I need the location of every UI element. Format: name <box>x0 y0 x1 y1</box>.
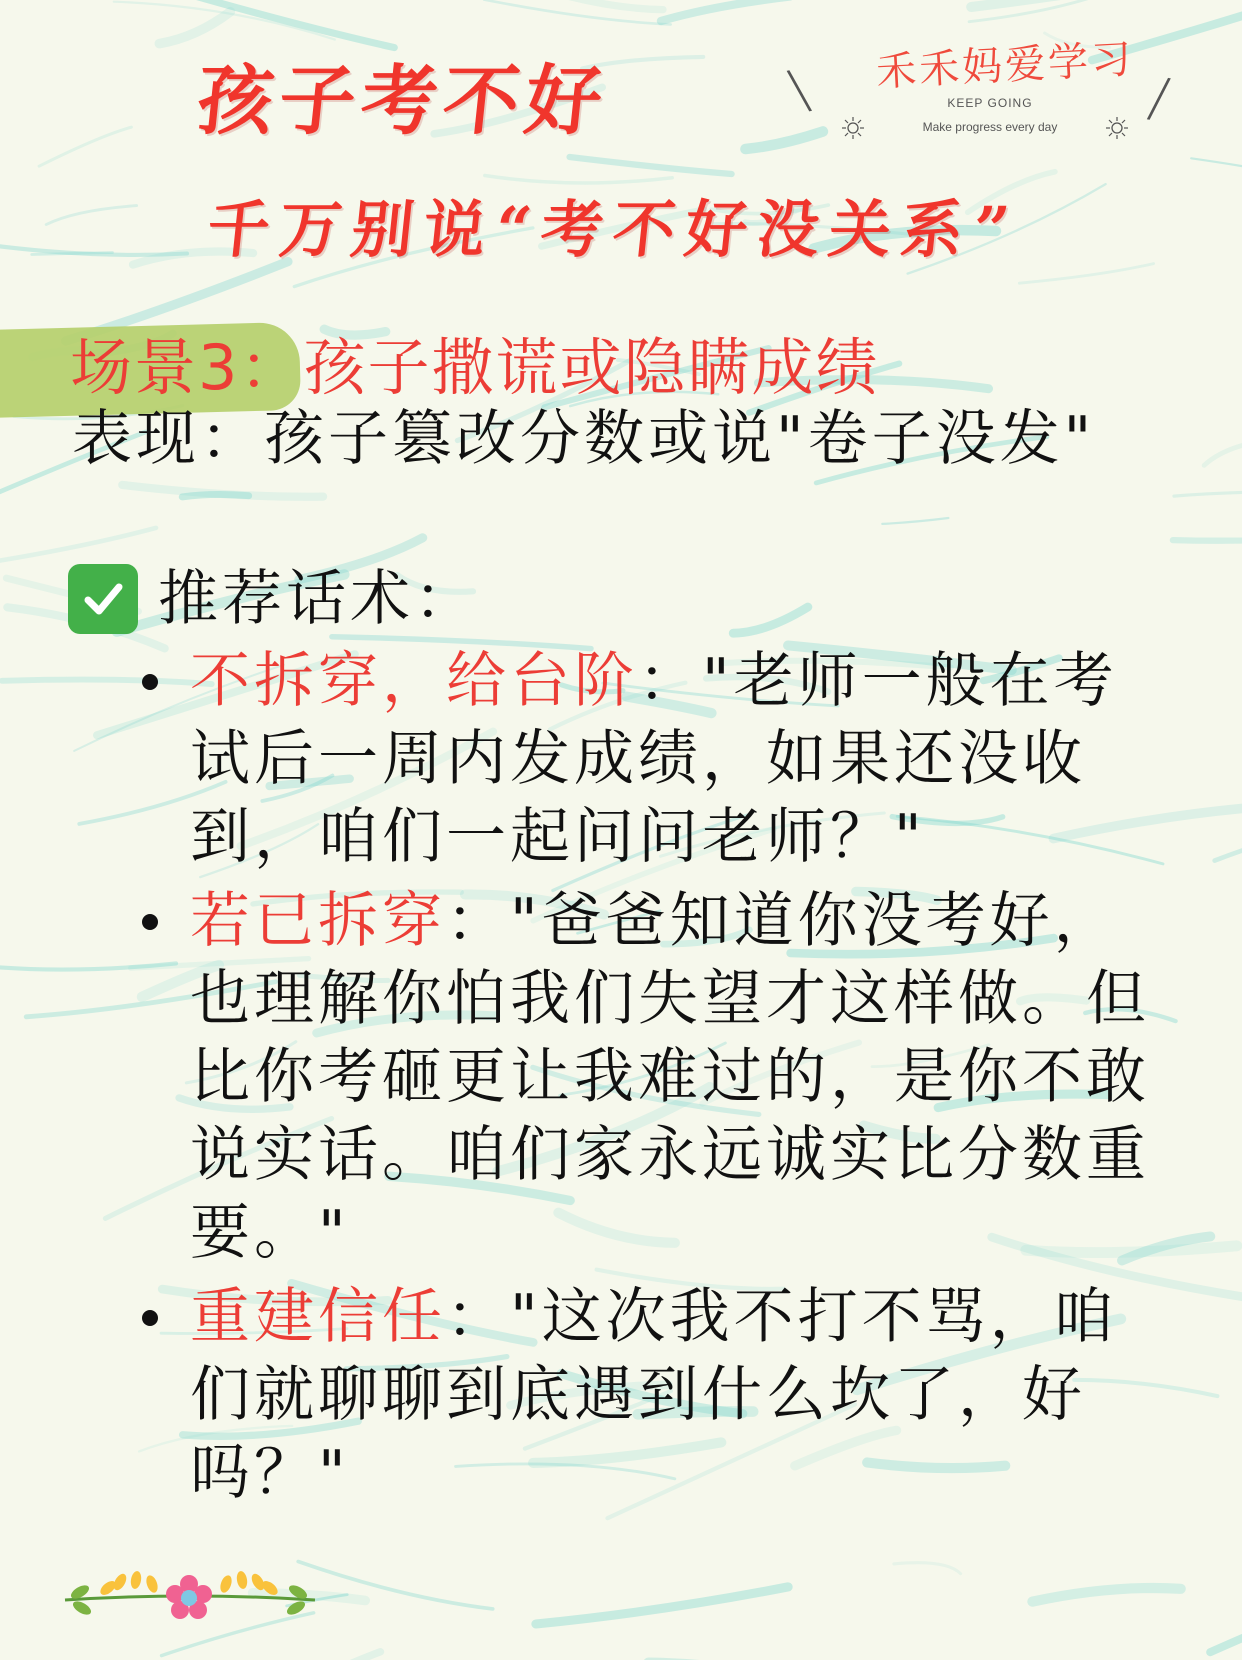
flower-garland-icon <box>60 1562 320 1632</box>
tip-keyword: 若已拆穿 <box>190 886 446 956</box>
brand-tagline: Make progress every day <box>922 120 1058 134</box>
chalk-streak <box>536 1587 788 1624</box>
brand-stamp <box>783 28 1190 158</box>
slash-decoration-left: \ <box>783 56 815 123</box>
brand-keep-going: KEEP GOING <box>947 96 1033 110</box>
recommend-heading <box>68 560 478 638</box>
chalk-streak <box>1204 439 1242 466</box>
tip-text: ："老师一般在考试后一周内发成绩，如果还没收到，咱们一起问问老师？" <box>190 646 1118 872</box>
chalk-streak <box>39 127 131 166</box>
chalk-streak <box>298 1562 493 1609</box>
chalk-streak <box>567 0 663 10</box>
tip-keyword: 重建信任 <box>190 1282 446 1352</box>
list-item <box>190 642 1160 876</box>
chalk-streak <box>1210 1607 1242 1653</box>
slash-decoration-right: / <box>1144 64 1174 131</box>
chalk-streak <box>733 607 808 633</box>
chalk-streak <box>894 1563 961 1574</box>
chalk-streak <box>1215 820 1242 860</box>
sun-icon <box>1106 117 1128 139</box>
tip-text: ："爸爸知道你没考好，也理解你怕我们失望才这样做。但比你考砸更让我难过的，是你不敢说实话。咱们家永远诚实比分数重要。" <box>190 886 1150 1268</box>
chalk-streak <box>2 680 212 685</box>
chalk-streak <box>570 157 732 174</box>
chalk-streak <box>122 485 323 497</box>
chalk-streak <box>159 12 230 44</box>
tip-keyword: 不拆穿，给台阶 <box>190 646 638 716</box>
chalk-streak <box>1174 492 1242 503</box>
scene-heading: 场景3：孩子撒谎或隐瞒成绩 <box>70 331 880 404</box>
chalk-streak <box>882 518 948 524</box>
performance-text: 表现：孩子篡改分数或说"卷子没发" <box>72 404 1096 474</box>
check-icon <box>68 564 138 634</box>
list-item <box>190 882 1160 1272</box>
page-subtitle: 千万别说“考不好没关系” <box>203 193 1023 266</box>
brand-name: 禾禾妈爱学习 <box>875 36 1136 96</box>
chalk-streak <box>46 206 136 225</box>
chalk-streak <box>1173 530 1242 540</box>
chalk-streak <box>1032 1588 1180 1602</box>
chalk-streak <box>1019 264 1153 284</box>
page-title: 孩子考不好 <box>192 56 613 145</box>
sun-icon <box>842 117 864 139</box>
chalk-streak <box>661 0 790 21</box>
tip-text: ："这次我不打不骂，咱们就聊聊到底遇到什么坎了，好吗？" <box>190 1282 1118 1508</box>
tips-list <box>190 642 1160 1518</box>
chalk-streak <box>323 1652 381 1660</box>
recommend-label: 推荐话术： <box>158 564 478 634</box>
list-item <box>190 1278 1160 1512</box>
chalk-streak <box>1191 158 1242 189</box>
